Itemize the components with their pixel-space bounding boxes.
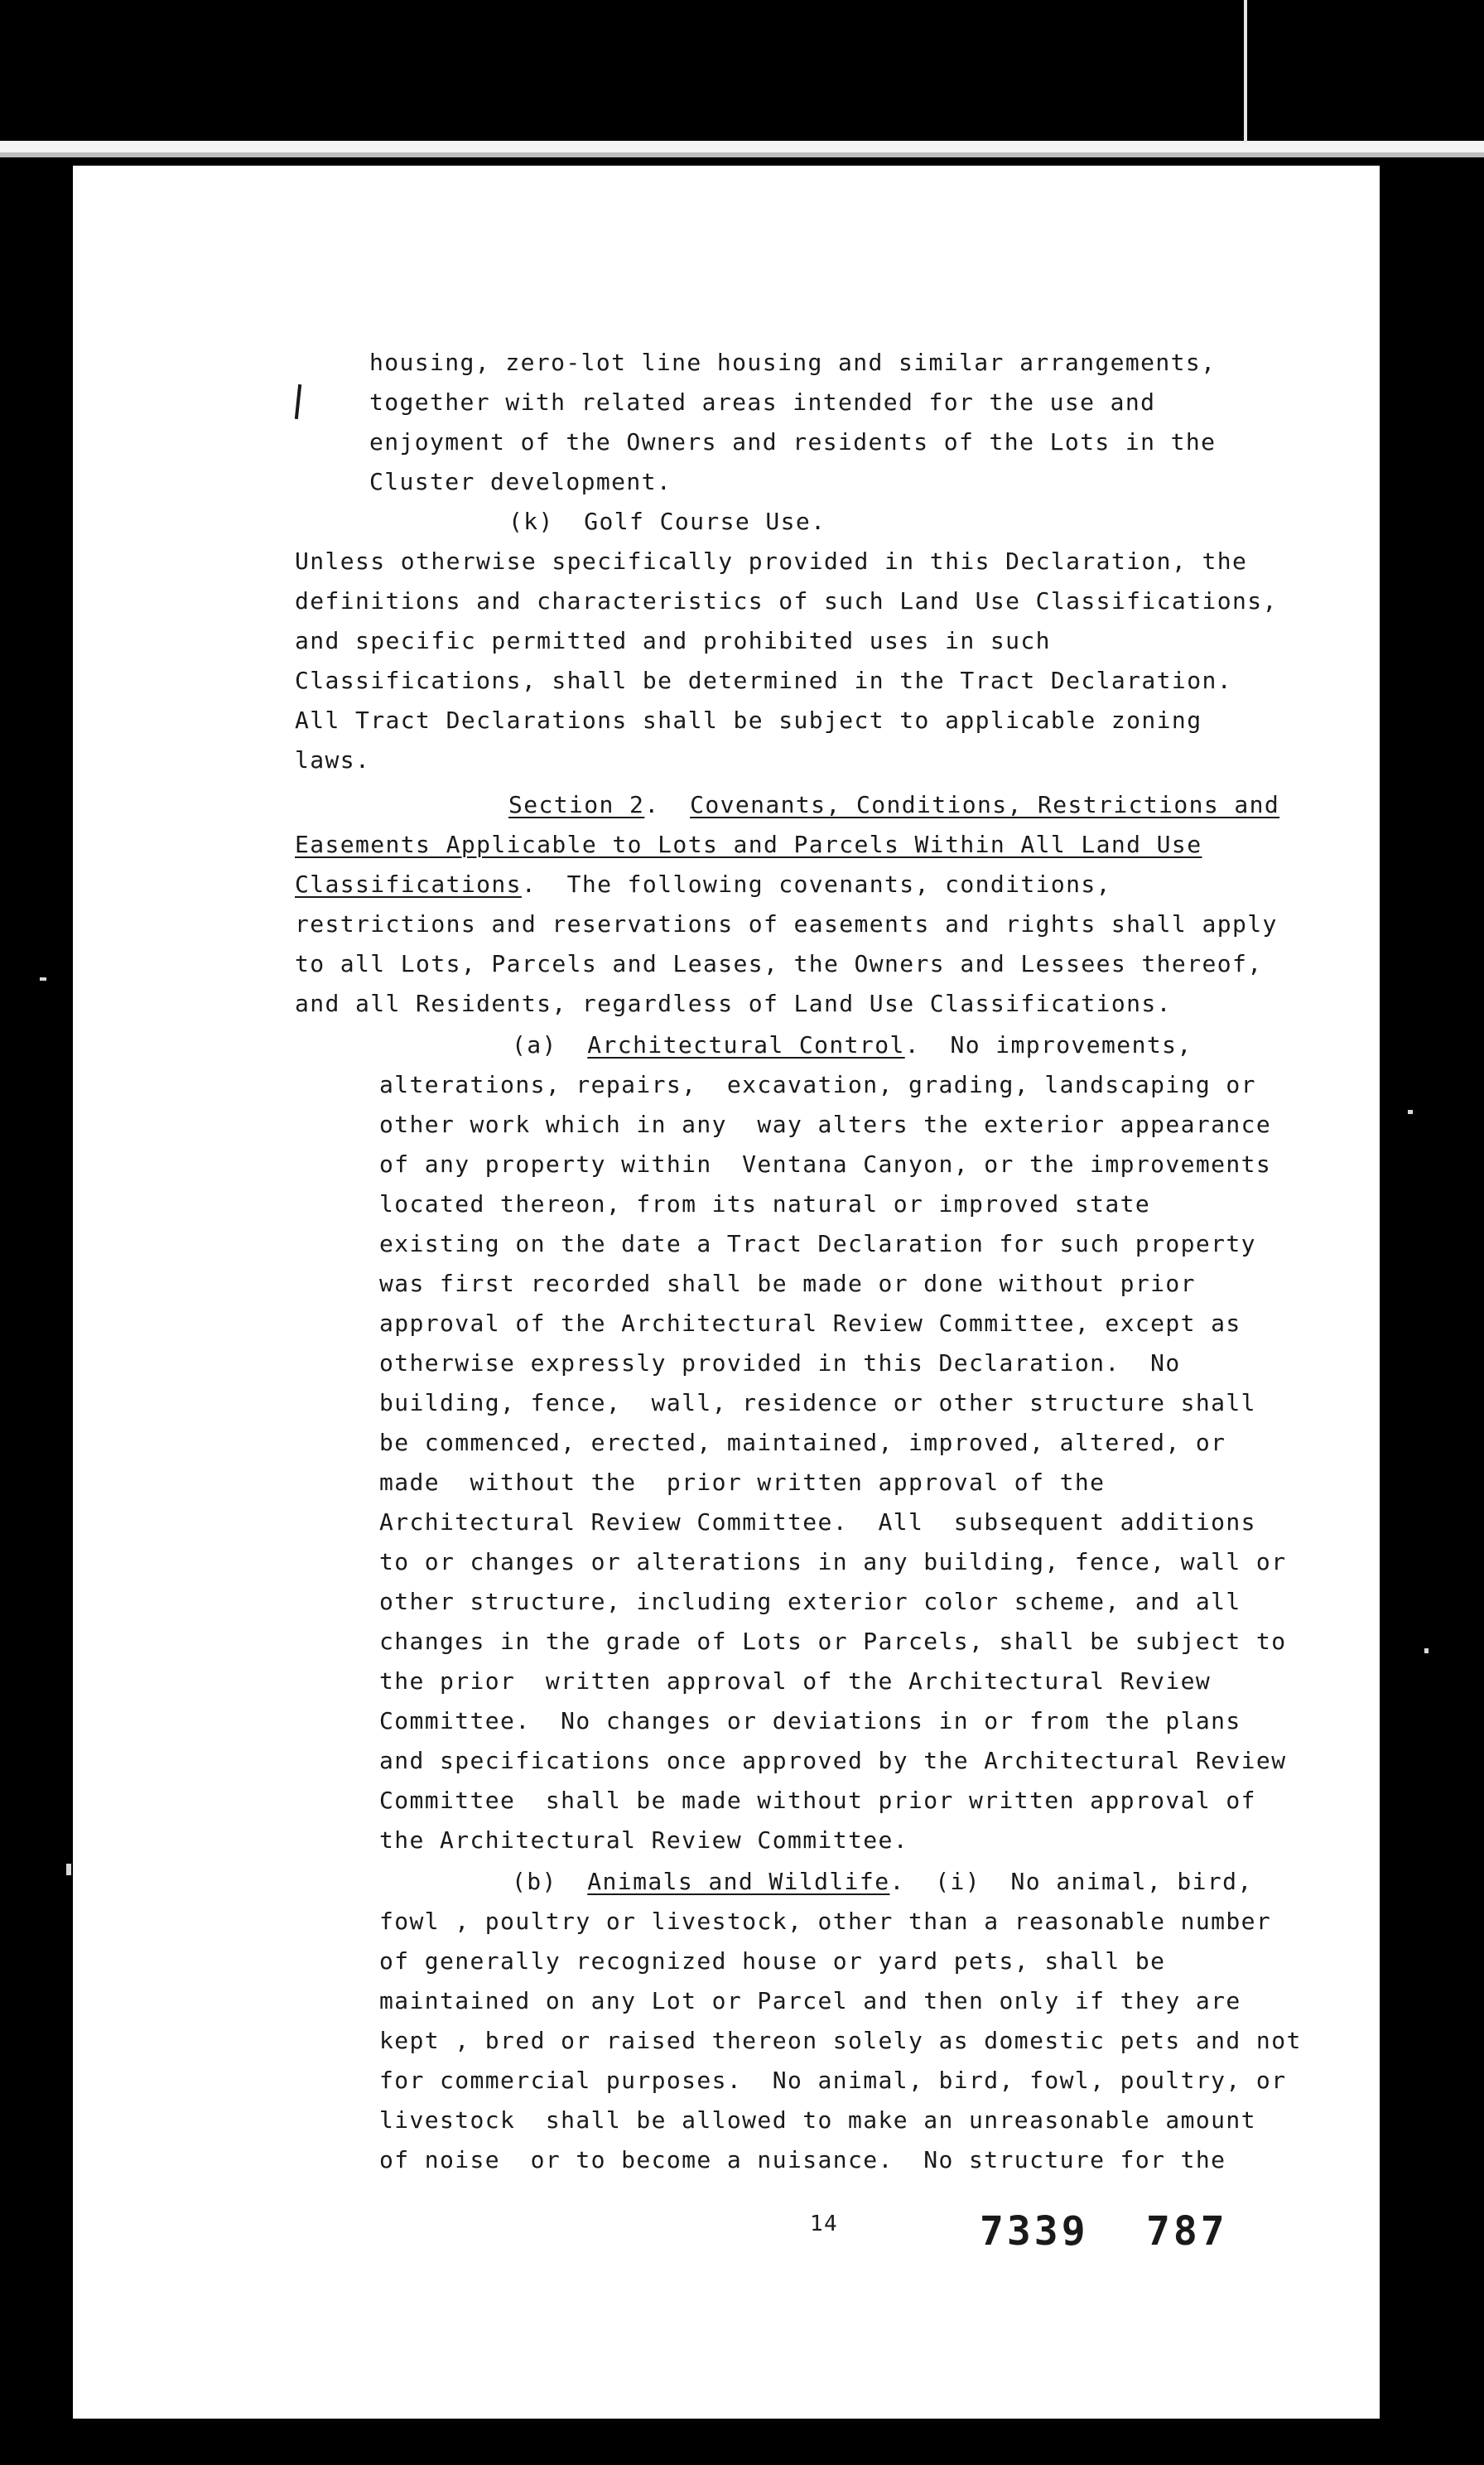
text-line: building, fence, wall, residence or other structure shall xyxy=(379,1389,1256,1416)
text-line: Classifications, shall be determined in the Tract Declaration. xyxy=(295,667,1232,694)
text-line: made without the prior written approval of the xyxy=(379,1469,1106,1496)
text-line: be commenced, erected, maintained, improved, altered, or xyxy=(379,1429,1226,1456)
text-line: existing on the date a Tract Declaration for such property xyxy=(379,1230,1256,1257)
section-2-title: Covenants, Conditions, Restrictions and xyxy=(690,791,1280,818)
subsection-k: (k) Golf Course Use. xyxy=(508,508,826,535)
text-line: to or changes or alterations in any building, fence, wall or xyxy=(379,1548,1287,1575)
text-line: and specifications once approved by the Architectural Review xyxy=(379,1747,1287,1774)
text-line: was first recorded shall be made or done without prior xyxy=(379,1270,1196,1297)
text-line: of any property within Ventana Canyon, or the improvements xyxy=(379,1150,1272,1178)
scan-speck xyxy=(40,977,46,981)
subsection-a-heading: (a) Architectural Control. No improvements, xyxy=(512,1031,1192,1059)
text-line: to all Lots, Parcels and Leases, the Owners and Lessees thereof, xyxy=(295,950,1263,977)
docket-page-number: 787 xyxy=(1146,2208,1228,2255)
subsection-b-heading: (b) Animals and Wildlife. (i) No animal, bird, xyxy=(512,1868,1253,1895)
text-line: the prior written approval of the Architectural Review xyxy=(379,1667,1212,1695)
text-line: laws. xyxy=(295,746,371,774)
text-line: and specific permitted and prohibited uses in such xyxy=(295,627,1051,654)
scan-speck xyxy=(1424,1648,1429,1653)
text-line: of generally recognized house or yard pets, shall be xyxy=(379,1947,1166,1975)
scan-speck xyxy=(66,1864,71,1875)
text-line: Unless otherwise specifically provided in this Declaration, the xyxy=(295,548,1248,575)
text-line: Committee. No changes or deviations in or from the plans xyxy=(379,1707,1241,1734)
document-page xyxy=(73,166,1380,2419)
text-line: changes in the grade of Lots or Parcels, shall be subject to xyxy=(379,1628,1287,1655)
text-line: otherwise expressly provided in this Declaration. No xyxy=(379,1349,1181,1377)
text-line: located thereon, from its natural or improved state xyxy=(379,1190,1151,1218)
text-line: the Architectural Review Committee. xyxy=(379,1826,909,1854)
text-line: alterations, repairs, excavation, grading, landscaping or xyxy=(379,1071,1256,1098)
section-2-title-cont: Easements Applicable to Lots and Parcels Within All Land Use xyxy=(295,831,1202,858)
text-line: other work which in any way alters the exterior appearance xyxy=(379,1111,1272,1138)
scan-top-band-shadow xyxy=(0,152,1484,157)
text-line: restrictions and reservations of easements and rights shall apply xyxy=(295,910,1278,938)
text-line: kept , bred or raised thereon solely as domestic pets and not xyxy=(379,2027,1302,2054)
scan-top-band xyxy=(0,141,1484,152)
architectural-control-title: Architectural Control xyxy=(587,1031,905,1059)
text-line: definitions and characteristics of such Land Use Classifications, xyxy=(295,587,1278,615)
text-line: enjoyment of the Owners and residents of the Lots in the xyxy=(369,428,1217,456)
text-line: Architectural Review Committee. All subsequent additions xyxy=(379,1508,1256,1536)
text-line: housing, zero-lot line housing and similar arrangements, xyxy=(369,349,1217,376)
text-line: other structure, including exterior color scheme, and all xyxy=(379,1588,1241,1615)
text-line: Classifications. The following covenants, conditions, xyxy=(295,871,1111,898)
scan-speck xyxy=(1408,1110,1413,1114)
page-number: 14 xyxy=(810,2212,839,2236)
section-2-heading: Section 2. Covenants, Conditions, Restrictions and xyxy=(508,791,1280,818)
text-line: together with related areas intended for the use and xyxy=(369,388,1156,416)
animals-wildlife-title: Animals and Wildlife xyxy=(587,1868,890,1895)
text-line: approval of the Architectural Review Committee, except as xyxy=(379,1310,1241,1337)
document-body xyxy=(73,166,1380,2419)
text-line: Committee shall be made without prior written approval of xyxy=(379,1787,1256,1814)
text-line: maintained on any Lot or Parcel and then only if they are xyxy=(379,1987,1241,2014)
scan-vertical-artifact xyxy=(1244,0,1247,142)
text-line: fowl , poultry or livestock, other than a reasonable number xyxy=(379,1908,1272,1935)
docket-number: 7339 xyxy=(980,2208,1089,2255)
section-2-label: Section 2 xyxy=(508,791,645,818)
text-line: All Tract Declarations shall be subject to applicable zoning xyxy=(295,707,1202,734)
text-line: and all Residents, regardless of Land Use Classifications. xyxy=(295,990,1172,1017)
text-line: for commercial purposes. No animal, bird, fowl, poultry, or xyxy=(379,2067,1287,2094)
text-line: of noise or to become a nuisance. No structure for the xyxy=(379,2146,1226,2173)
text-line: livestock shall be allowed to make an unreasonable amount xyxy=(379,2106,1256,2134)
section-2-title-end: Classifications xyxy=(295,871,522,898)
text-line: Cluster development. xyxy=(369,468,672,495)
